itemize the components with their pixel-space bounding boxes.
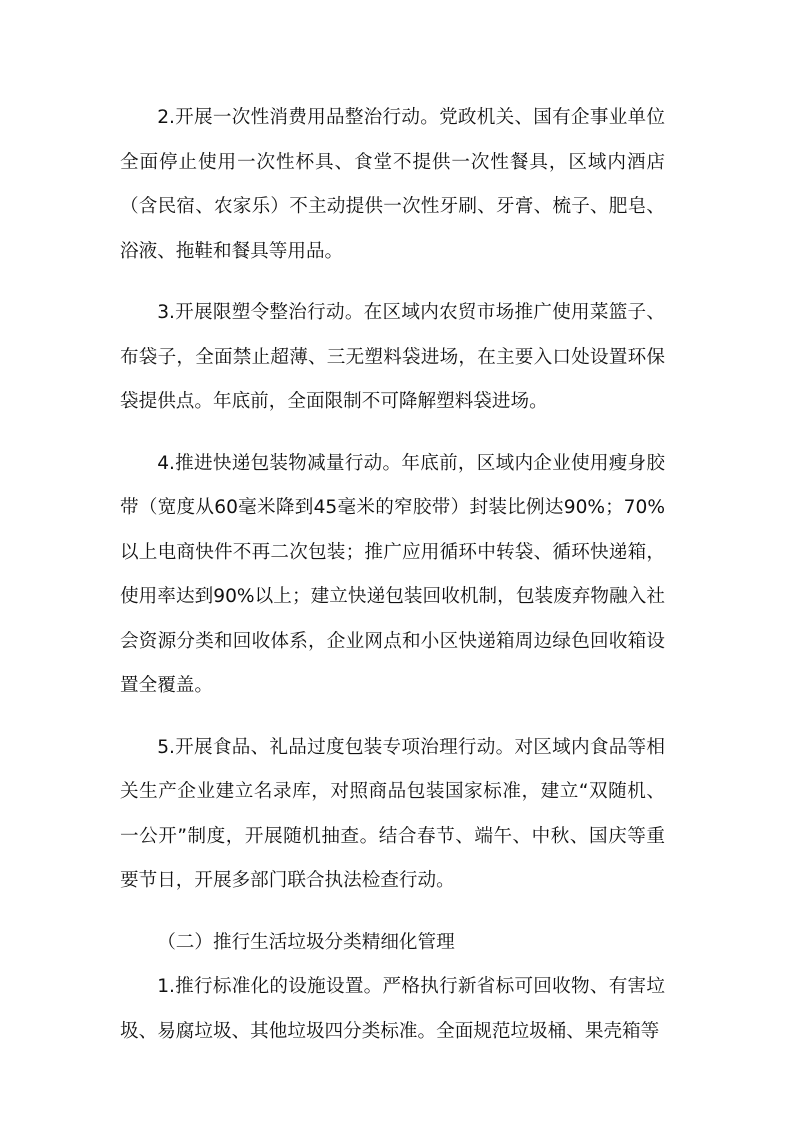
paragraph-item-3: 3.开展限塑令整治行动。在区域内农贸市场推广使用菜篮子、布袋子，全面禁止超薄、三无塑料袋进场，在主要入口处设置环保袋提供点。年底前，全面限制不可降解塑料袋进场。 [120,302,665,412]
paragraph-section-2-item-1: 1.推行标准化的设施设置。严格执行新省标可回收物、有害垃圾、易腐垃圾、其他垃圾四分类标准。全面规范垃圾桶、果壳箱等 [120,976,665,1042]
paragraph-item-5: 5.开展食品、礼品过度包装专项治理行动。对区域内食品等相关生产企业建立名录库，对照商品包装国家标准，建立“双随机、一公开”制度，开展随机抽查。结合春节、端午、中秋、国庆等重要节日，开展多部门联合执法检查行动。 [120,736,665,891]
document-body [120,96,665,1054]
paragraph-item-4: 4.推进快递包装物减量行动。年底前，区域内企业使用瘦身胶带（宽度从60毫米降到45毫米的窄胶带）封装比例达90%；70%以上电商快件不再二次包装；推广应用循环中转袋、循环快递箱，使用率达到90%以上；建立快递包装回收机制，包装废弃物融入社会资源分类和回收体系，企业网点和小区快递箱周边绿色回收箱设置全覆盖。 [120,452,665,696]
section-heading: （二）推行生活垃圾分类精细化管理 [157,931,455,953]
paragraph-item-2: 2.开展一次性消费用品整治行动。党政机关、国有企事业单位全面停止使用一次性杯具、食堂不提供一次性餐具，区域内酒店（含民宿、农家乐）不主动提供一次性牙刷、牙膏、梳子、肥皂、浴液、拖鞋和餐具等用品。 [120,107,665,262]
